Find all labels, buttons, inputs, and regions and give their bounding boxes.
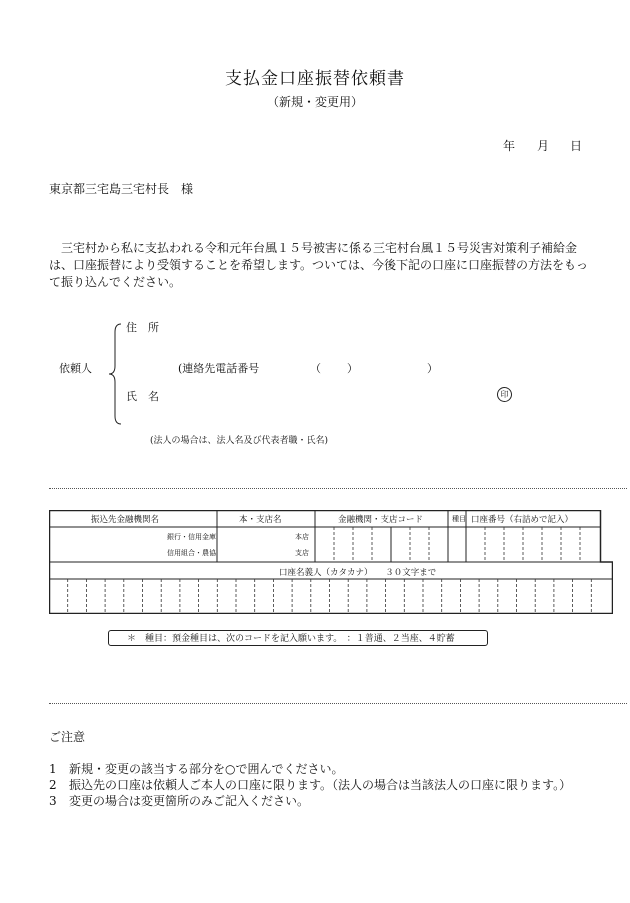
bank-name-header: 振込先金融機関名 bbox=[91, 515, 160, 525]
seal-mark: 印 bbox=[497, 387, 512, 402]
date-month-label: 月 bbox=[537, 139, 550, 153]
phone-label: (連絡先電話番号 bbox=[178, 362, 260, 375]
note-item: 2 振込先の口座は依頼人ご本人の口座に限ります。（法人の場合は当該法人の口座に限ります。） bbox=[49, 778, 572, 792]
document-title: 支払金口座振替依頼書 bbox=[225, 69, 405, 89]
date-year-label: 年 bbox=[503, 139, 516, 153]
address-label: 住 所 bbox=[126, 321, 159, 334]
bank-type-coop: 信用組合・農協 bbox=[167, 549, 216, 557]
account-table-grid bbox=[49, 510, 613, 614]
requester-label: 依頼人 bbox=[59, 362, 92, 375]
branch-type-main: 本店 bbox=[295, 533, 309, 541]
corporate-note: (法人の場合は、法人名及び代表者職・氏名) bbox=[150, 436, 329, 446]
code-header: 金融機関・支店コード bbox=[338, 515, 424, 525]
type-code-note: ＊ 種目：預金種目は、次のコードを記入願います。 ：１普通、２当座、４貯蓄 bbox=[108, 630, 488, 646]
notes-title: ご注意 bbox=[49, 730, 86, 744]
phone-close-paren: ） bbox=[427, 362, 438, 375]
date-day-label: 日 bbox=[570, 139, 583, 153]
divider-top bbox=[49, 488, 627, 489]
phone-area-open-paren: （ bbox=[310, 362, 321, 375]
document-subtitle: （新規・変更用） bbox=[266, 95, 363, 109]
addressee: 東京都三宅島三宅村長 様 bbox=[49, 182, 194, 196]
account-table bbox=[49, 510, 613, 614]
name-label: 氏 名 bbox=[126, 390, 159, 403]
bank-type-bank: 銀行・信用金庫 bbox=[167, 533, 216, 541]
requester-brace-icon bbox=[105, 322, 125, 426]
type-header: 種目 bbox=[452, 515, 466, 523]
account-number-header: 口座番号（右詰めで記入） bbox=[471, 515, 574, 525]
note-item: 1 新規・変更の該当する部分を○で囲んでください。 bbox=[49, 762, 344, 776]
branch-name-header: 本・支店名 bbox=[239, 515, 282, 525]
note-item: 3 変更の場合は変更箇所のみご記入ください。 bbox=[49, 794, 310, 808]
divider-bottom bbox=[49, 703, 627, 704]
account-holder-label: 口座名義人（カタカナ） ３０文字まで bbox=[279, 568, 437, 578]
branch-type-sub: 支店 bbox=[295, 549, 309, 557]
request-body-text: 三宅村から私に支払われる令和元年台風１５号被害に係る三宅村台風１５号災害対策利子補給金は、口座振替により受領することを希望します。ついては、今後下記の口座に口座振替の方法をもって振り込んでください。 bbox=[49, 241, 589, 289]
phone-area-close-paren: ） bbox=[347, 362, 358, 375]
